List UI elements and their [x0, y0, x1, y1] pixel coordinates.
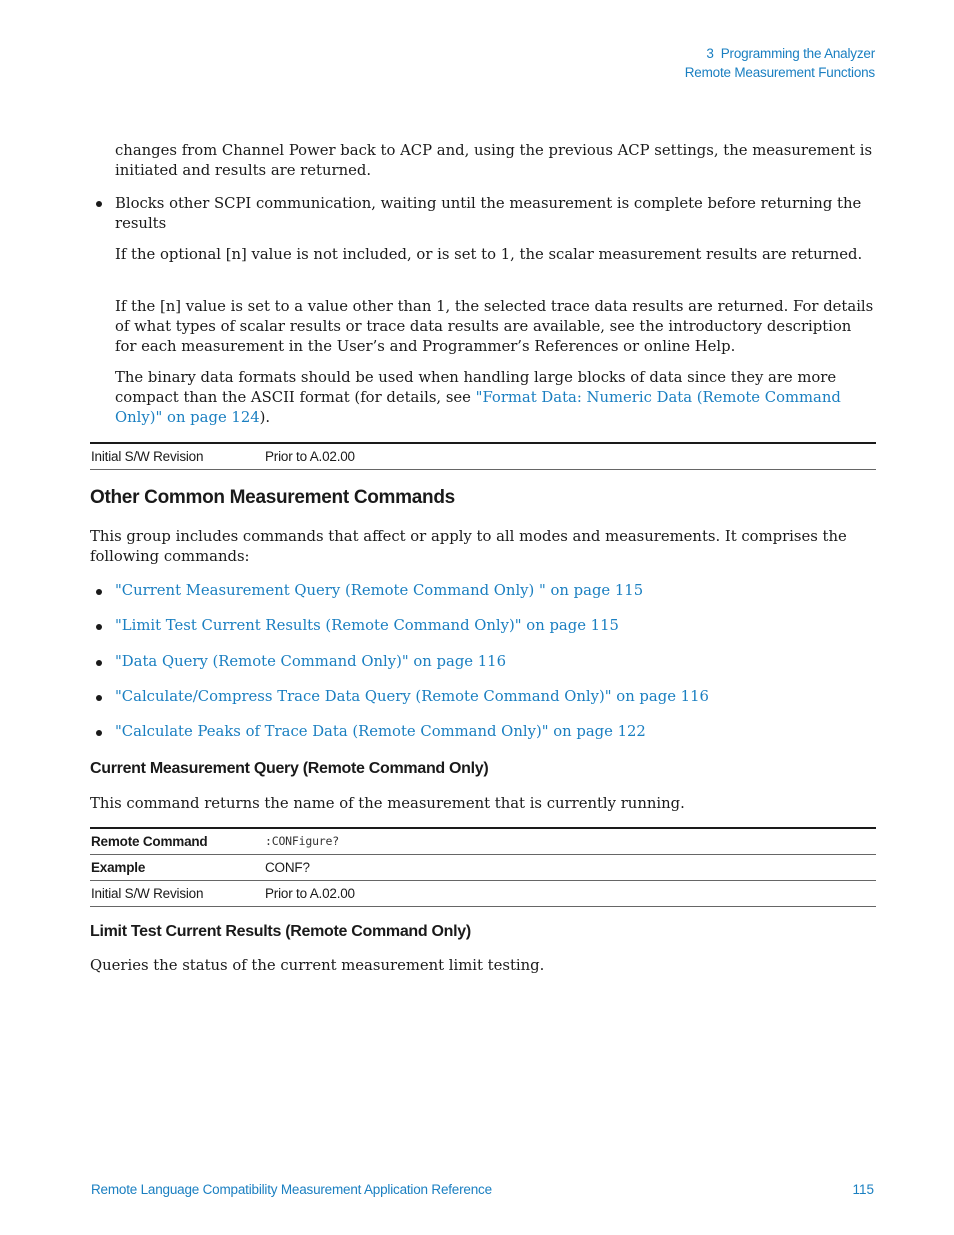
continued-paragraph: changes from Channel Power back to ACP and, using the previous ACP settings, the measurement is initiated and results are returned. [115, 142, 873, 179]
table-label: Initial S/W Revision [91, 449, 204, 464]
subsection-heading-current-measurement: Current Measurement Query (Remote Command Only) [90, 760, 489, 777]
table-value-command: :CONFigure? [265, 834, 339, 848]
table-label: Remote Command [91, 834, 208, 849]
bullet-item: Blocks other SCPI communication, waiting until the measurement is complete before returning the results [115, 195, 862, 232]
bullet-icon [96, 660, 102, 666]
command-table [90, 827, 876, 907]
paragraph-binary-text: The binary data formats should be used when handling large blocks of data since they are more compact than the ASCII format (for details, see [115, 369, 837, 406]
header-chapter: 3 Programming the Analyzer [706, 46, 875, 61]
table-row [90, 881, 876, 907]
current-measurement-description: This command returns the name of the measurement that is currently running. [90, 795, 685, 812]
subsection-heading-limit-test: Limit Test Current Results (Remote Command Only) [90, 923, 471, 940]
link-data-query[interactable]: "Data Query (Remote Command Only)" on page 116 [115, 653, 506, 670]
format-data-link[interactable]: "Format Data: Numeric Data (Remote Command Only)" on page 124 [115, 389, 841, 426]
table-row [90, 855, 876, 881]
link-calculate-peaks[interactable]: "Calculate Peaks of Trace Data (Remote Command Only)" on page 122 [115, 723, 646, 740]
paragraph-trace-data: If the [n] value is set to a value other than 1, the selected trace data results are returned. For details of what types of scalar results or trace data results are available, see the introductory description for each measurement in the User’s and Programmer’s References or online Help. [115, 298, 874, 355]
bullet-icon [96, 730, 102, 736]
table-value: Prior to A.02.00 [265, 886, 355, 901]
section-heading-other-commands: Other Common Measurement Commands [90, 487, 455, 508]
table-value: CONF? [265, 860, 310, 875]
paragraph-binary-end: ). [259, 409, 271, 426]
table-row [90, 442, 876, 470]
link-limit-test-results[interactable]: "Limit Test Current Results (Remote Command Only)" on page 115 [115, 617, 619, 634]
bullet-icon [96, 695, 102, 701]
limit-test-description: Queries the status of the current measurement limit testing. [90, 957, 545, 974]
table-label: Example [91, 860, 146, 875]
table-label: Initial S/W Revision [91, 886, 204, 901]
running-header [685, 44, 875, 82]
footer-page-number: 115 [852, 1182, 874, 1197]
table-row [90, 827, 876, 855]
link-calculate-compress[interactable]: "Calculate/Compress Trace Data Query (Remote Command Only)" on page 116 [115, 688, 709, 705]
paragraph-optional-n: If the optional [n] value is not included, or is set to 1, the scalar measurement results are returned. [115, 246, 863, 263]
revision-table [90, 442, 876, 470]
link-current-measurement-query[interactable]: "Current Measurement Query (Remote Command Only) " on page 115 [115, 582, 644, 599]
bullet-icon [96, 589, 102, 595]
section-description: This group includes commands that affect or apply to all modes and measurements. It comprises the following commands: [90, 528, 847, 565]
footer-doc-title: Remote Language Compatibility Measurement Application Reference [91, 1182, 492, 1197]
table-value: Prior to A.02.00 [265, 449, 355, 464]
header-section: Remote Measurement Functions [684, 65, 875, 80]
bullet-icon [96, 624, 102, 630]
bullet-icon [96, 201, 102, 207]
paragraph-binary-formats [115, 368, 877, 428]
